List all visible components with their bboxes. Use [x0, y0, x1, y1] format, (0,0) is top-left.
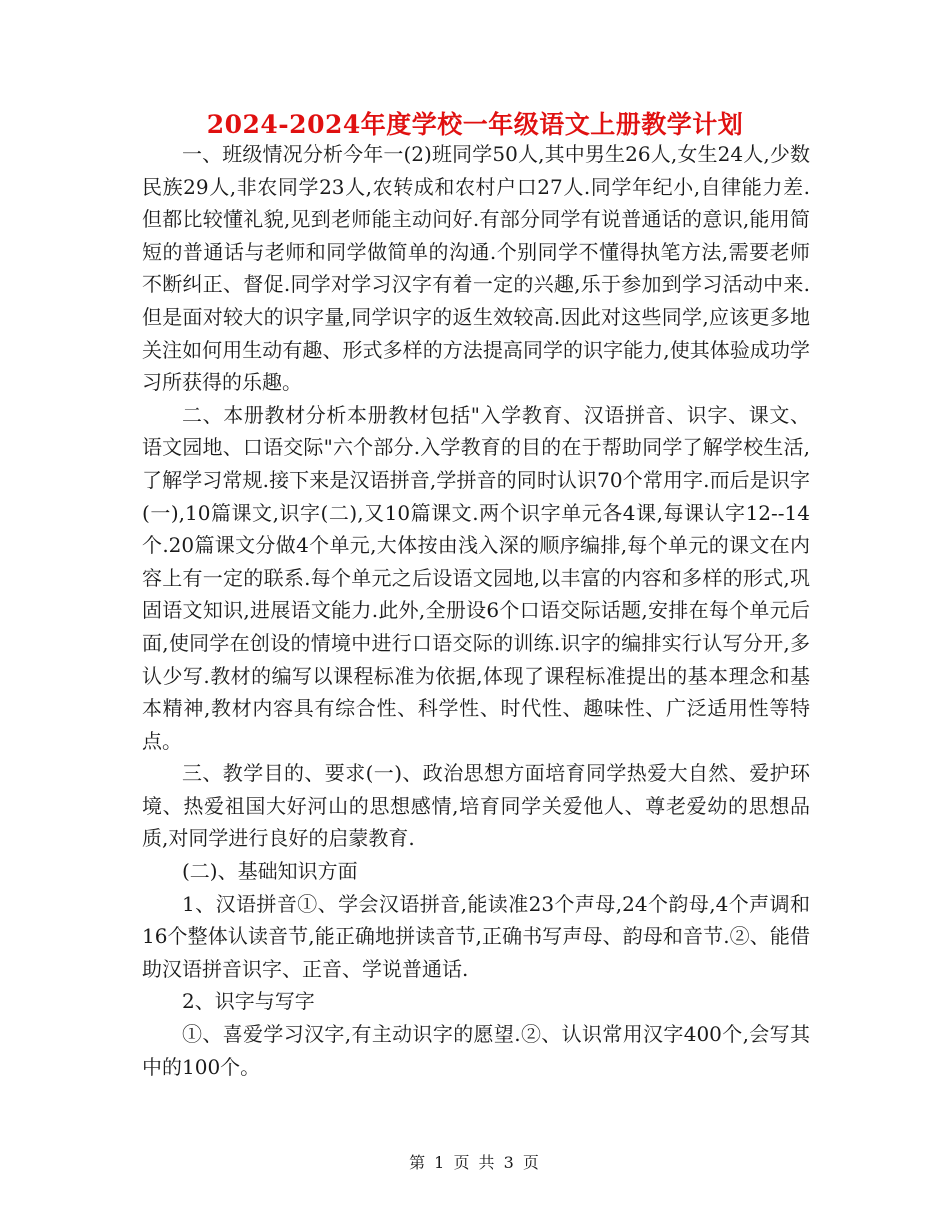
paragraph-literacy: ①、喜爱学习汉字,有主动识字的愿望.②、认识常用汉字400个,会写其中的100个。	[142, 1022, 810, 1079]
document-body	[142, 138, 810, 1083]
document-title: 2024-2024年度学校一年级语文上册教学计划	[206, 110, 744, 139]
paragraph-pinyin: 1、汉语拼音①、学会汉语拼音,能读准23个声母,24个韵母,4个声调和16个整体认读音节,能正确地拼读音节,正确书写声母、韵母和音节.②、能借助汉语拼音识字、正音、学说普通话.	[142, 891, 810, 981]
paragraph-textbook-analysis: 二、本册教材分析本册教材包括"入学教育、汉语拼音、识字、课文、语文园地、口语交际"六个部分.入学教育的目的在于帮助同学了解学校生活,了解学习常规.接下来是汉语拼音,学拼音的同时认识70个常用字.而后是识字(一),10篇课文,识字(二),又10篇课文.两个识字单元各4课,每课认字12--14个.20篇课文分做4个单元,大体按由浅入深的顺序编排,每个单元的课文在内容上有一定的联系.每个单元之后设语文园地,以丰富的内容和多样的形式,巩固语文知识,进展语文能力.此外,全册设6个口语交际话题,安排在每个单元后面,使同学在创设的情境中进行口语交际的训练.识字的编排实行认写分开,多认少写.教材的编写以课程标准为依据,体现了课程标准提出的基本理念和基本精神,教材内容具有综合性、科学性、时代性、趣味性、广泛适用性等特点。	[142, 402, 810, 753]
paragraph-class-analysis: 一、班级情况分析今年一(2)班同学50人,其中男生26人,女生24人,少数民族29人,非农同学23人,农转成和农村户口27人.同学年纪小,自律能力差.但都比较懂礼貌,见到老师能主动问好.有部分同学有说普通话的意识,能用简短的普通话与老师和同学做简单的沟通.个别同学不懂得执笔方法,需要老师不断纠正、督促.同学对学习汉字有着一定的兴趣,乐于参加到学习活动中来.但是面对较大的识字量,同学识字的返生效较高.因此对这些同学,应该更多地关注如何用生动有趣、形式多样的方法提高同学的识字能力,使其体验成功学习所获得的乐趣。	[142, 142, 810, 395]
paragraph-teaching-goals: 三、教学目的、要求(一)、政治思想方面培育同学热爱大自然、爱护环境、热爱祖国大好河山的思想感情,培育同学关爱他人、尊老爱幼的思想品质,对同学进行良好的启蒙教育.	[142, 761, 810, 851]
page-footer: 第 1 页 共 3 页	[409, 1153, 541, 1172]
paragraph-basic-knowledge-heading: (二)、基础知识方面	[182, 859, 358, 884]
paragraph-literacy-heading: 2、识字与写字	[182, 989, 315, 1014]
